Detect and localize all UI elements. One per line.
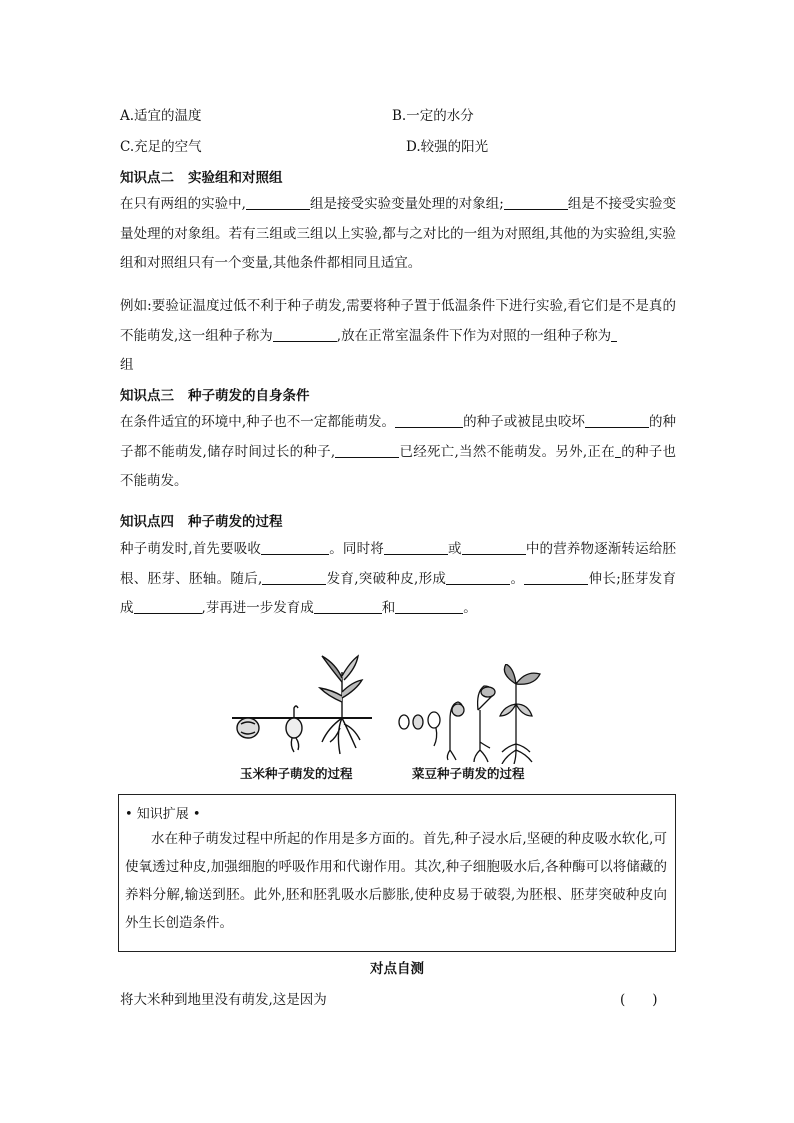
option-a: A.适宜的温度 xyxy=(120,108,202,124)
heading-title: 种子萌发的自身条件 xyxy=(188,388,310,404)
text-span: 在条件适宜的环境中,种子也不一定都能萌发。 xyxy=(120,414,396,430)
corn-germination-illustration xyxy=(232,642,372,762)
extension-text: 水在种子萌发过程中所起的作用是多方面的。首先,种子浸水后,坚硬的种皮吸水软化,可使氧透过种皮,加强细胞的呼吸作用和代谢作用。其次,种子细胞吸水后,各种酶可以将储藏的养料分解,输送到胚。此外,胚和胚乳吸水后膨胀,使种皮易于破裂,为胚根、胚芽突破种皮向外生长创造条件。 xyxy=(125,831,667,931)
section-heading-4 xyxy=(120,510,283,530)
bean-germination-illustration xyxy=(392,664,552,764)
text-span: 的种子或被昆虫咬坏 xyxy=(463,414,585,430)
text-span: 或 xyxy=(447,541,462,557)
text-span: 。 xyxy=(463,600,477,616)
fill-blank[interactable] xyxy=(395,599,463,614)
heading-number: 知识点四 xyxy=(120,514,174,530)
paragraph-experiment-groups xyxy=(120,190,676,279)
fill-blank[interactable] xyxy=(314,599,382,614)
text-span: ,芽再进一步发育成 xyxy=(201,600,314,616)
answer-bracket[interactable]: ( ) xyxy=(620,992,658,1008)
paragraph-germination-process xyxy=(120,535,676,624)
fill-blank[interactable] xyxy=(335,443,399,458)
question-text: 将大米种到地里没有萌发,这是因为 xyxy=(120,992,327,1008)
fill-blank[interactable] xyxy=(585,413,649,428)
fill-blank[interactable] xyxy=(611,327,617,342)
fill-blank[interactable] xyxy=(262,570,326,585)
heading-number: 知识点三 xyxy=(120,388,174,404)
text-span: 组 xyxy=(120,357,134,373)
text-span: 中的营养物逐渐转运给胚根、胚芽、胚轴。随后, xyxy=(120,541,677,587)
caption-corn: 玉米种子萌发的过程 xyxy=(240,766,353,781)
text-span: ,放在正常室温条件下作为对照的一组种子称为 xyxy=(336,327,612,344)
text-span: 伸长;胚芽发育成 xyxy=(120,570,676,616)
fill-blank[interactable] xyxy=(384,540,448,555)
heading-number: 知识点二 xyxy=(120,170,174,186)
text-span: 种子萌发时,首先要吸收 xyxy=(120,541,262,557)
text-span: 在只有两组的实验中, xyxy=(120,196,246,212)
self-test-title: 对点自测 xyxy=(370,961,424,977)
fill-blank[interactable] xyxy=(395,413,463,428)
fill-blank[interactable] xyxy=(246,195,310,210)
text-span: 组是接受实验变量处理的对象组; xyxy=(309,196,504,212)
fill-blank[interactable] xyxy=(524,570,588,585)
text-span: 已经死亡,当然不能萌发。另外,正在 xyxy=(399,443,615,460)
fill-blank[interactable] xyxy=(273,327,337,342)
section-heading-3 xyxy=(120,384,310,404)
text-span: 。 xyxy=(510,570,525,587)
fill-blank[interactable] xyxy=(134,599,202,614)
option-c: C.充足的空气 xyxy=(120,139,202,155)
fill-blank[interactable] xyxy=(462,540,526,555)
extension-title: • 知识扩展 • xyxy=(125,807,201,822)
section-heading-2 xyxy=(120,166,283,186)
text-span: 组是不接受实验变量处理的对象组。若有三组或三组以上实验,都与之对比的一组为对照组,其他的为实验组,实验组和对照组只有一个变量,其他条件都相同且适宜。 xyxy=(120,196,677,271)
fill-blank[interactable] xyxy=(261,540,329,555)
fill-blank[interactable] xyxy=(446,570,510,585)
text-span: 。同时将 xyxy=(329,541,384,557)
paragraph-self-conditions xyxy=(120,408,676,497)
text-span: 例如:要验证温度过低不利于种子萌发,需要将种子置于低温条件下进行实验,看它们是不是真的不能萌发,这一组种子称为 xyxy=(120,298,676,344)
caption-bean: 菜豆种子萌发的过程 xyxy=(412,766,525,781)
option-b: B.一定的水分 xyxy=(392,108,474,124)
fill-blank[interactable] xyxy=(504,195,568,210)
heading-title: 种子萌发的过程 xyxy=(188,514,283,530)
text-span: 发育,突破种皮,形成 xyxy=(326,570,447,587)
text-span: 和 xyxy=(381,600,396,616)
knowledge-extension-box xyxy=(118,794,676,952)
text-span: 的种子也不能萌发。 xyxy=(120,443,676,489)
paragraph-example xyxy=(120,292,676,381)
heading-title: 实验组和对照组 xyxy=(188,170,283,186)
text-span: 的种子都不能萌发,储存时间过长的种子, xyxy=(120,414,677,460)
option-d: D.较强的阳光 xyxy=(406,139,489,155)
